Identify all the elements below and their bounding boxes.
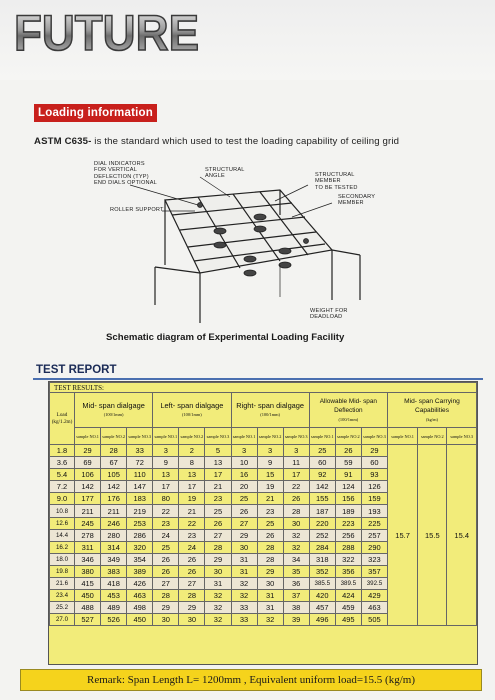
value-cell: 33	[231, 602, 257, 614]
test-results-table-wrap	[48, 381, 478, 665]
value-cell: 290	[361, 541, 387, 553]
intro-text	[34, 136, 494, 147]
value-cell: 32	[205, 614, 231, 626]
load-header-unit: (kg/1.2m)	[51, 418, 73, 425]
value-cell: 25	[153, 541, 179, 553]
value-cell: 26	[335, 445, 361, 457]
value-cell: 211	[75, 505, 101, 517]
value-cell: 32	[283, 541, 309, 553]
value-cell: 31	[231, 553, 257, 565]
value-cell: 453	[101, 590, 127, 602]
value-cell: 33	[127, 445, 153, 457]
value-cell: 429	[361, 590, 387, 602]
value-cell: 147	[127, 481, 153, 493]
value-cell: 31	[257, 590, 283, 602]
value-cell: 177	[75, 493, 101, 505]
label-weight	[310, 308, 348, 321]
value-cell: 30	[257, 578, 283, 590]
value-cell: 27	[153, 578, 179, 590]
value-cell: 60	[309, 457, 335, 469]
value-cell: 187	[309, 505, 335, 517]
sample-header-cell: sample NO.1	[387, 428, 417, 445]
sample-header-cell: sample NO.2	[418, 428, 447, 445]
load-cell: 5.4	[50, 469, 75, 481]
value-cell: 383	[101, 565, 127, 577]
value-cell: 2	[179, 445, 205, 457]
load-cell: 3.6	[50, 457, 75, 469]
value-cell: 389.5	[335, 578, 361, 590]
value-cell: 32	[231, 578, 257, 590]
value-cell: 30	[205, 565, 231, 577]
sample-header-cell: sample NO.1	[153, 428, 179, 445]
value-cell: 220	[309, 517, 335, 529]
value-cell: 13	[205, 457, 231, 469]
label-line: WEIGHT FOR	[310, 308, 348, 314]
value-cell: 211	[101, 505, 127, 517]
value-cell: 26	[179, 565, 205, 577]
value-cell: 489	[101, 602, 127, 614]
value-cell: 106	[75, 469, 101, 481]
value-cell: 25	[205, 505, 231, 517]
value-cell: 311	[75, 541, 101, 553]
value-cell: 19	[179, 493, 205, 505]
value-cell: 26	[179, 553, 205, 565]
sample-header-cell: sample NO.3	[205, 428, 231, 445]
value-cell: 15	[257, 469, 283, 481]
value-cell: 32	[231, 590, 257, 602]
value-cell: 246	[101, 517, 127, 529]
value-cell: 30	[231, 541, 257, 553]
value-cell: 252	[309, 529, 335, 541]
value-cell: 30	[283, 517, 309, 529]
load-cell: 21.6	[50, 578, 75, 590]
value-cell: 183	[127, 493, 153, 505]
label-line: DIAL INDICATORS	[94, 161, 145, 167]
value-cell: 26	[283, 493, 309, 505]
value-cell: 32	[283, 529, 309, 541]
value-cell: 380	[75, 565, 101, 577]
load-cell: 9.0	[50, 493, 75, 505]
sample-header-cell: sample NO.3	[283, 428, 309, 445]
value-cell: 257	[361, 529, 387, 541]
value-cell: 24	[179, 541, 205, 553]
group-title: Right- span dialgage	[236, 401, 305, 410]
value-cell: 346	[75, 553, 101, 565]
load-cell: 14.4	[50, 529, 75, 541]
value-cell: 91	[335, 469, 361, 481]
value-cell: 31	[205, 578, 231, 590]
value-cell: 36	[283, 578, 309, 590]
value-cell: 156	[335, 493, 361, 505]
value-cell: 28	[283, 505, 309, 517]
value-cell: 34	[283, 553, 309, 565]
sample-header-cell: sample NO.3	[127, 428, 153, 445]
value-cell: 385.5	[309, 578, 335, 590]
value-cell: 124	[335, 481, 361, 493]
value-cell: 142	[309, 481, 335, 493]
results-body	[50, 445, 477, 626]
value-cell: 93	[361, 469, 387, 481]
label-structural-member	[315, 172, 370, 191]
group-title: Mid- span dialgage	[82, 401, 145, 410]
value-cell: 35	[283, 565, 309, 577]
load-cell: 19.8	[50, 565, 75, 577]
value-cell: 223	[335, 517, 361, 529]
value-cell: 357	[361, 565, 387, 577]
value-cell: 30	[179, 614, 205, 626]
value-cell: 495	[335, 614, 361, 626]
group-left-span-header	[153, 393, 231, 428]
group-unit: (100/1mm)	[103, 412, 124, 417]
group-right-span-header	[231, 393, 309, 428]
test-results-label: TEST RESULTS:	[50, 383, 477, 393]
label-line: STRUCTURAL MEMBER	[315, 172, 355, 185]
capability-cell: 15.7	[387, 445, 417, 626]
value-cell: 189	[335, 505, 361, 517]
group-unit: (100/1mm)	[260, 412, 280, 417]
group-title: Mid- span Carrying Capabilities	[404, 397, 460, 414]
label-line: DEADLOAD	[310, 314, 343, 321]
load-header	[50, 393, 75, 445]
group-capabilities-header	[387, 393, 476, 428]
group-title: Left- span dialgage	[160, 401, 224, 410]
value-cell: 420	[309, 590, 335, 602]
load-cell: 18.0	[50, 553, 75, 565]
test-report-title: TEST REPORT	[36, 364, 117, 376]
value-cell: 176	[101, 493, 127, 505]
value-cell: 60	[361, 457, 387, 469]
load-cell: 10.8	[50, 505, 75, 517]
value-cell: 496	[309, 614, 335, 626]
value-cell: 26	[153, 553, 179, 565]
value-cell: 418	[101, 578, 127, 590]
label-line: TO BE TESTED	[315, 184, 358, 191]
value-cell: 5	[205, 445, 231, 457]
value-cell: 253	[127, 517, 153, 529]
value-cell: 126	[361, 481, 387, 493]
group-allowable-header	[309, 393, 387, 428]
value-cell: 69	[75, 457, 101, 469]
value-cell: 23	[205, 493, 231, 505]
value-cell: 155	[309, 493, 335, 505]
value-cell: 29	[205, 553, 231, 565]
value-cell: 8	[179, 457, 205, 469]
value-cell: 22	[283, 481, 309, 493]
load-header-title: Load	[56, 411, 68, 418]
value-cell: 22	[153, 505, 179, 517]
value-cell: 29	[231, 529, 257, 541]
value-cell: 142	[101, 481, 127, 493]
value-cell: 29	[257, 565, 283, 577]
value-cell: 23	[179, 529, 205, 541]
value-cell: 318	[309, 553, 335, 565]
value-cell: 21	[179, 505, 205, 517]
value-cell: 463	[127, 590, 153, 602]
value-cell: 38	[283, 602, 309, 614]
value-cell: 23	[257, 505, 283, 517]
sample-header-cell: sample NO.2	[101, 428, 127, 445]
value-cell: 110	[127, 469, 153, 481]
value-cell: 3	[257, 445, 283, 457]
sample-header-cell: sample NO.1	[231, 428, 257, 445]
sample-header-cell: sample NO.1	[75, 428, 101, 445]
load-cell: 27.0	[50, 614, 75, 626]
label-line: ANGLE	[205, 173, 225, 180]
value-cell: 356	[335, 565, 361, 577]
value-cell: 278	[75, 529, 101, 541]
value-cell: 29	[179, 602, 205, 614]
value-cell: 3	[231, 445, 257, 457]
test-results-table	[49, 382, 477, 626]
value-cell: 245	[75, 517, 101, 529]
sample-header-cell: sample NO.2	[257, 428, 283, 445]
diagram-caption: Schematic diagram of Experimental Loading Facility	[106, 332, 345, 343]
value-cell: 16	[231, 469, 257, 481]
value-cell: 27	[205, 529, 231, 541]
value-cell: 323	[361, 553, 387, 565]
value-cell: 193	[361, 505, 387, 517]
value-cell: 26	[257, 529, 283, 541]
value-cell: 426	[127, 578, 153, 590]
value-cell: 29	[75, 445, 101, 457]
value-cell: 30	[153, 614, 179, 626]
load-cell: 1.8	[50, 445, 75, 457]
value-cell: 450	[75, 590, 101, 602]
value-cell: 3	[153, 445, 179, 457]
value-cell: 19	[257, 481, 283, 493]
sample-header-cell: sample NO.3	[361, 428, 387, 445]
value-cell: 105	[101, 469, 127, 481]
value-cell: 28	[101, 445, 127, 457]
value-cell: 17	[283, 469, 309, 481]
value-cell: 17	[153, 481, 179, 493]
value-cell: 27	[231, 517, 257, 529]
load-cell: 25.2	[50, 602, 75, 614]
value-cell: 29	[153, 602, 179, 614]
value-cell: 31	[231, 565, 257, 577]
value-cell: 280	[101, 529, 127, 541]
value-cell: 322	[335, 553, 361, 565]
value-cell: 27	[179, 578, 205, 590]
value-cell: 20	[231, 481, 257, 493]
value-cell: 142	[75, 481, 101, 493]
test-report-rule	[33, 378, 483, 380]
value-cell: 21	[257, 493, 283, 505]
value-cell: 26	[153, 565, 179, 577]
value-cell: 24	[153, 529, 179, 541]
value-cell: 505	[361, 614, 387, 626]
value-cell: 459	[335, 602, 361, 614]
value-cell: 25	[257, 517, 283, 529]
sample-header-cell: sample NO.1	[309, 428, 335, 445]
value-cell: 29	[361, 445, 387, 457]
label-roller-support: ROLLER SUPPORT	[110, 207, 164, 213]
value-cell: 13	[153, 469, 179, 481]
label-line: STRUCTURAL	[205, 167, 245, 173]
value-cell: 25	[231, 493, 257, 505]
load-cell: 23.4	[50, 590, 75, 602]
value-cell: 354	[127, 553, 153, 565]
label-line: SECONDARY	[338, 194, 376, 200]
remark-bar: Remark: Span Length L= 1200mm , Equivalent uniform load=15.5 (kg/m)	[20, 669, 482, 691]
value-cell: 28	[257, 541, 283, 553]
group-unit: (100/1mm)	[338, 416, 359, 422]
value-cell: 526	[101, 614, 127, 626]
value-cell: 21	[205, 481, 231, 493]
value-cell: 450	[127, 614, 153, 626]
value-cell: 28	[153, 590, 179, 602]
value-cell: 498	[127, 602, 153, 614]
value-cell: 288	[335, 541, 361, 553]
future-logo	[10, 6, 205, 61]
label-structural-angle	[205, 167, 245, 180]
value-cell: 10	[231, 457, 257, 469]
standard-name: ASTM C635-	[34, 136, 92, 147]
value-cell: 13	[179, 469, 205, 481]
value-cell: 352	[309, 565, 335, 577]
value-cell: 26	[231, 505, 257, 517]
value-cell: 32	[205, 590, 231, 602]
table-row	[50, 445, 477, 457]
value-cell: 80	[153, 493, 179, 505]
value-cell: 22	[179, 517, 205, 529]
label-line: MEMBER	[338, 200, 364, 207]
value-cell: 225	[361, 517, 387, 529]
value-cell: 9	[257, 457, 283, 469]
value-cell: 159	[361, 493, 387, 505]
group-mid-span-header	[75, 393, 153, 428]
value-cell: 527	[75, 614, 101, 626]
value-cell: 9	[153, 457, 179, 469]
load-cell: 7.2	[50, 481, 75, 493]
label-secondary-member	[338, 194, 375, 207]
value-cell: 28	[179, 590, 205, 602]
value-cell: 320	[127, 541, 153, 553]
value-cell: 72	[127, 457, 153, 469]
group-unit: (100/1mm)	[182, 412, 202, 417]
group-unit: (kg/m)	[426, 416, 438, 422]
sample-header-cell: sample NO.2	[179, 428, 205, 445]
capability-cell: 15.5	[418, 445, 447, 626]
label-line: END DIALS OPTIONAL	[94, 179, 157, 186]
sample-header-cell: sample NO.3	[447, 428, 477, 445]
value-cell: 28	[257, 553, 283, 565]
value-cell: 392.5	[361, 578, 387, 590]
value-cell: 23	[153, 517, 179, 529]
value-cell: 67	[101, 457, 127, 469]
value-cell: 17	[205, 469, 231, 481]
value-cell: 314	[101, 541, 127, 553]
value-cell: 92	[309, 469, 335, 481]
value-cell: 3	[283, 445, 309, 457]
sample-header-cell: sample NO.2	[335, 428, 361, 445]
sample-header-row	[50, 428, 477, 445]
value-cell: 39	[283, 614, 309, 626]
group-title: Allowable Mid- span Deflection	[319, 397, 377, 414]
intro-description: is the standard which used to test the loading capability of ceiling grid	[91, 136, 400, 147]
label-line: FOR VERTICAL	[94, 167, 138, 174]
value-cell: 37	[283, 590, 309, 602]
value-cell: 349	[101, 553, 127, 565]
label-dial-indicators	[94, 161, 157, 186]
value-cell: 25	[309, 445, 335, 457]
value-cell: 26	[205, 517, 231, 529]
capability-cell: 15.4	[447, 445, 477, 626]
schematic-diagram	[70, 155, 376, 332]
value-cell: 17	[179, 481, 205, 493]
value-cell: 256	[335, 529, 361, 541]
value-cell: 284	[309, 541, 335, 553]
value-cell: 415	[75, 578, 101, 590]
value-cell: 219	[127, 505, 153, 517]
value-cell: 28	[205, 541, 231, 553]
value-cell: 457	[309, 602, 335, 614]
value-cell: 32	[205, 602, 231, 614]
value-cell: 389	[127, 565, 153, 577]
value-cell: 32	[257, 614, 283, 626]
label-line: DEFLECTION (TYP)	[94, 173, 149, 180]
load-cell: 12.6	[50, 517, 75, 529]
svg-text:FUTURE: FUTURE	[14, 6, 199, 56]
section-badge: Loading information	[34, 104, 157, 122]
value-cell: 424	[335, 590, 361, 602]
value-cell: 463	[361, 602, 387, 614]
load-cell: 16.2	[50, 541, 75, 553]
value-cell: 11	[283, 457, 309, 469]
value-cell: 488	[75, 602, 101, 614]
value-cell: 31	[257, 602, 283, 614]
value-cell: 286	[127, 529, 153, 541]
value-cell: 59	[335, 457, 361, 469]
value-cell: 33	[231, 614, 257, 626]
